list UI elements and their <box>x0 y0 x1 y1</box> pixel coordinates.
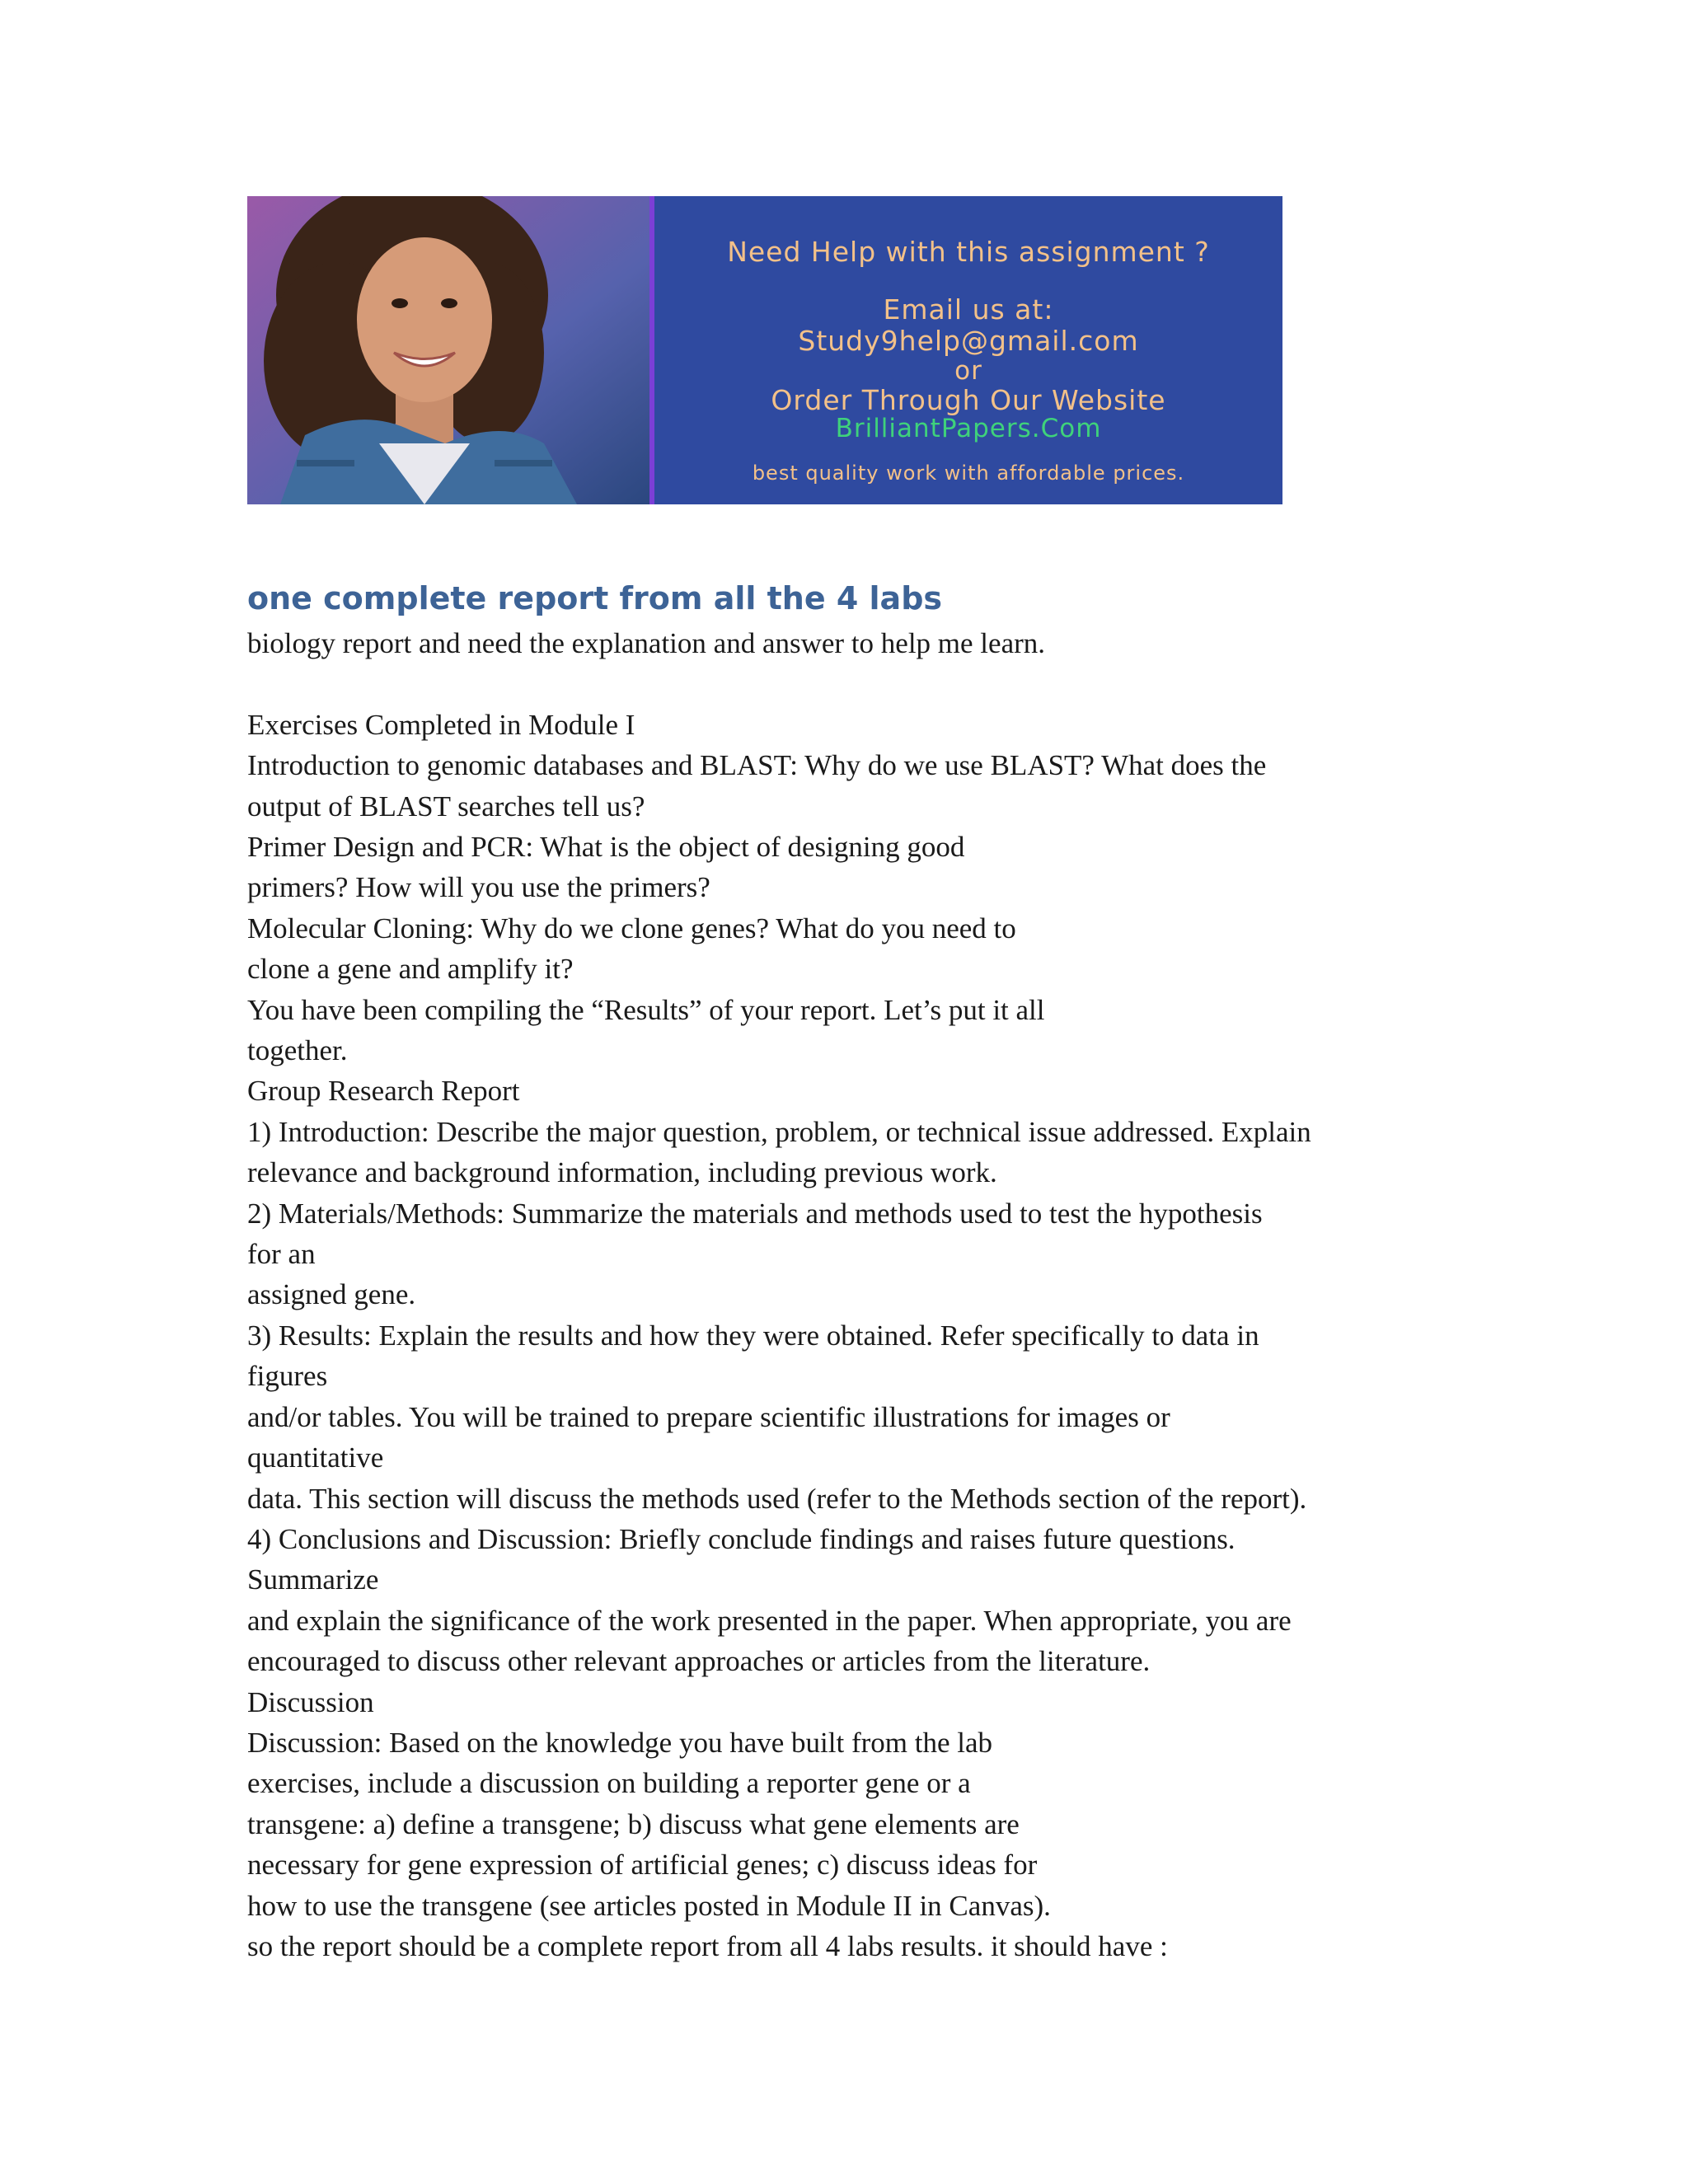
text-line: output of BLAST searches tell us? <box>247 790 645 823</box>
text-line: exercises, include a discussion on building a reporter gene or a <box>247 1767 971 1800</box>
intro-paragraph: biology report and need the explanation and answer to help me learn. <box>247 627 1046 659</box>
text-line: You have been compiling the “Results” of your report. Let’s put it all <box>247 993 1045 1026</box>
text-line: necessary for gene expression of artificial genes; c) discuss ideas for <box>247 1849 1038 1882</box>
woman-portrait-illustration <box>247 196 649 504</box>
text-line: transgene: a) define a transgene; b) discuss what gene elements are <box>247 1807 1020 1840</box>
text-line: 3) Results: Explain the results and how they were obtained. Refer specifically to data in <box>247 1319 1259 1352</box>
text-line: Primer Design and PCR: What is the object of designing good <box>247 831 965 864</box>
banner-question: Need Help with this assignment ? <box>727 236 1210 268</box>
banner-ad-panel[interactable] <box>654 196 1282 504</box>
document-content <box>247 574 1459 1966</box>
text-line: primers? How will you use the primers? <box>247 871 710 904</box>
text-line: together. <box>247 1034 348 1067</box>
banner-email-label: Email us at: <box>883 293 1054 326</box>
text-line: figures <box>247 1360 328 1393</box>
banner-email-link[interactable]: Study9help@gmail.com <box>798 325 1139 357</box>
text-line: relevance and background information, including previous work. <box>247 1156 997 1189</box>
text-line: Introduction to genomic databases and BLAST: Why do we use BLAST? What does the <box>247 749 1267 782</box>
text-line: clone a gene and amplify it? <box>247 953 574 986</box>
text-line: Exercises Completed in Module I <box>247 708 635 741</box>
text-line: 4) Conclusions and Discussion: Briefly conclude findings and raises future questions. <box>247 1522 1236 1555</box>
page-title: one complete report from all the 4 labs <box>247 580 943 616</box>
text-line: and explain the significance of the work presented in the paper. When appropriate, you are <box>247 1604 1292 1637</box>
text-line: quantitative <box>247 1441 384 1474</box>
text-line: how to use the transgene (see articles posted in Module II in Canvas). <box>247 1889 1051 1922</box>
banner-photo <box>247 196 649 504</box>
banner-tagline: best quality work with affordable prices. <box>752 462 1185 485</box>
text-line: 1) Introduction: Describe the major question, problem, or technical issue addressed. Explain <box>247 1115 1311 1148</box>
text-line: Summarize <box>247 1563 379 1596</box>
banner-or: or <box>954 356 982 386</box>
blank-line <box>247 663 1459 704</box>
text-line: data. This section will discuss the methods used (refer to the Methods section of the report). <box>247 1482 1307 1515</box>
section-heading: Discussion <box>247 1685 374 1718</box>
banner-website-link[interactable]: BrilliantPapers.Com <box>835 414 1102 443</box>
text-line: 2) Materials/Methods: Summarize the materials and methods used to test the hypothesis <box>247 1197 1263 1230</box>
text-line: encouraged to discuss other relevant approaches or articles from the literature. <box>247 1645 1151 1678</box>
text-line: Discussion: Based on the knowledge you have built from the lab <box>247 1726 993 1759</box>
advertisement-banner[interactable] <box>247 196 1282 504</box>
text-line: assigned gene. <box>247 1278 416 1311</box>
section-heading: Group Research Report <box>247 1075 520 1108</box>
text-line: Molecular Cloning: Why do we clone genes? What do you need to <box>247 912 1016 944</box>
text-line: and/or tables. You will be trained to prepare scientific illustrations for images or <box>247 1400 1170 1433</box>
banner-order-text: Order Through Our Website <box>771 384 1166 416</box>
text-line: for an <box>247 1238 316 1271</box>
text-line: so the report should be a complete report from all 4 labs results. it should have : <box>247 1929 1168 1962</box>
